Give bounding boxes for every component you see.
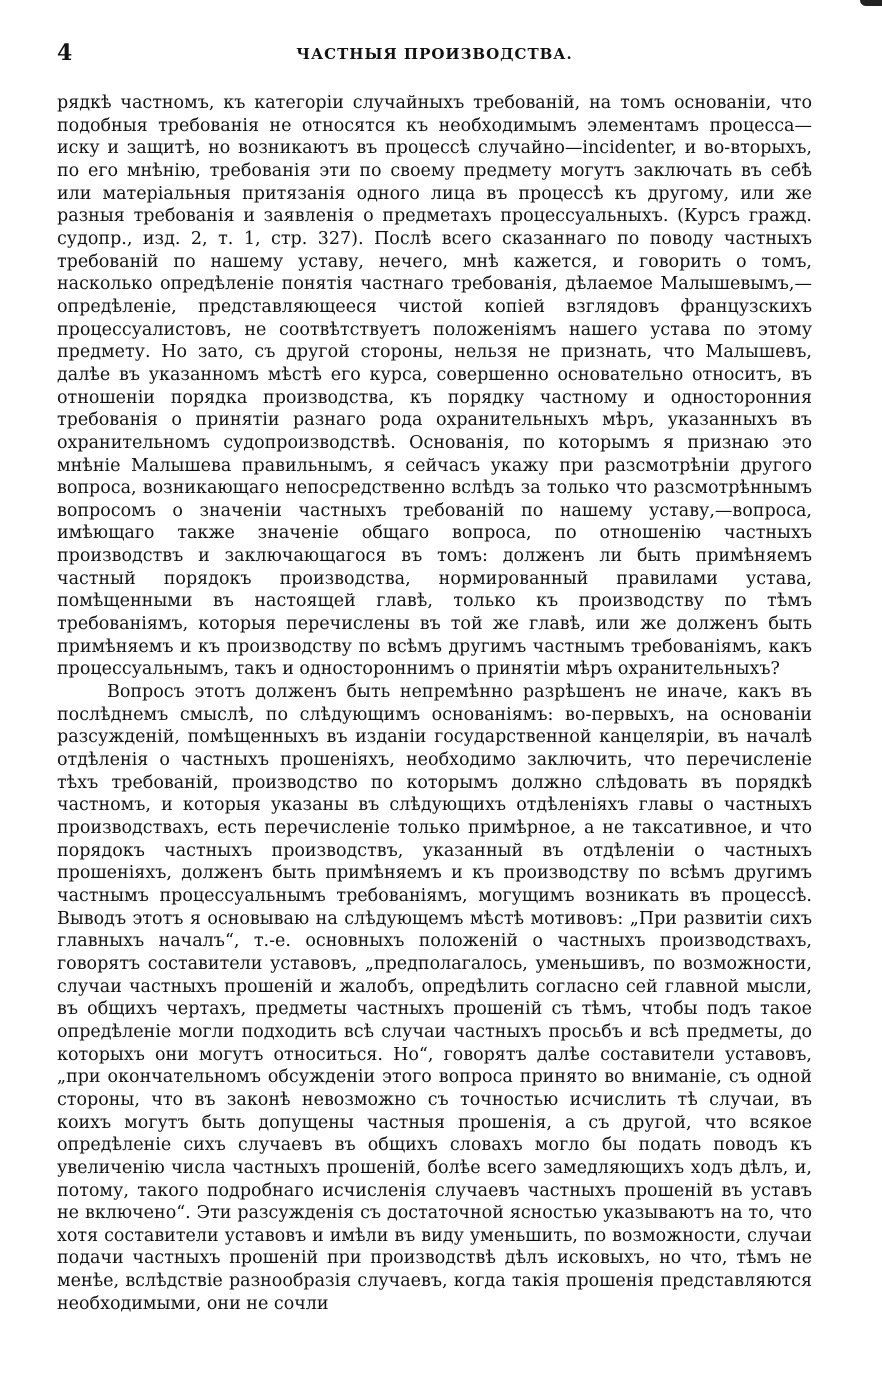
paragraph-continued: рядкѣ частномъ, къ категоріи случайныхъ требованій, на томъ основаніи, что подобныя требованія не относятся къ необходимымъ элементамъ процесса—иску и защитѣ, но возникаютъ въ процессѣ случайно—incidenter, и во-вторыхъ, по его мнѣнію, требованія эти по своему предмету могутъ заключать въ себѣ или матеріальныя притязанія одного лица въ процессѣ къ другому, или же разныя требованія и заявленія о предметахъ процессуальныхъ. (Курсъ гражд. судопр., изд. 2, т. 1, стр. 327). Послѣ всего сказаннаго по поводу частныхъ требованій по нашему уставу, нечего, мнѣ кажется, и говорить о томъ, насколько опредѣленіе понятія частнаго требованія, дѣлаемое Малышевымъ,—опредѣленіе, представляющееся чистой копіей взглядовъ французскихъ процессуалистовъ, не соотвѣтствуетъ положеніямъ нашего устава по этому предмету. Но зато, съ другой стороны, нельзя не признать, что Малышевъ, далѣе въ указанномъ мѣстѣ его курса, совершенно основательно относитъ, въ отношеніи порядка производства, къ порядку частному и односторонния требованія о принятіи разнаго рода охранительныхъ мѣръ, указанныхъ въ охранительномъ судопроизводствѣ. Основанія, по которымъ я признаю это мнѣніе Малышева правильнымъ, я сейчасъ укажу при разсмотрѣніи другого вопроса, возникающаго непосредственно вслѣдъ за только что разсмотрѣннымъ вопросомъ о значеніи частныхъ требованій по нашему уставу,—вопроса, имѣющаго также значеніе общаго вопроса, по отношенію частныхъ производствъ и заключающагося въ томъ: долженъ ли быть примѣняемъ частный порядокъ производства, нормированный правилами устава, помѣщенными въ настоящей главѣ, только къ производству по тѣмъ требованіямъ, которыя перечислены въ той же главѣ, или же долженъ быть примѣняемъ и къ производству по всѣмъ другимъ частнымъ требованіямъ, какъ процессуальнымъ, такъ и одностороннимъ о принятіи мѣръ охранительныхъ? (57, 93, 812, 680)
page-number: 4 (57, 40, 73, 66)
running-title: ЧАСТНЫЯ ПРОИЗВОДСТВА. (296, 45, 573, 63)
scan-corner-mark (860, 0, 882, 6)
body-text (57, 92, 812, 1315)
book-page (57, 40, 812, 1315)
paragraph: Вопросъ этотъ долженъ быть непремѣнно разрѣшенъ не иначе, какъ въ послѣднемъ смыслѣ, по слѣдующимъ основаніямъ: во-первыхъ, на основаніи разсужденій, помѣщенныхъ въ изданіи государственной канцеляріи, въ началѣ отдѣленія о частныхъ прошеніяхъ, необходимо заключить, что перечисленіе тѣхъ требованій, производство по которымъ должно слѣдовать въ порядкѣ частномъ, и которыя указаны въ слѣдующихъ отдѣленіяхъ главы о частныхъ производствахъ, есть перечисленіе только примѣрное, а не таксативное, и что порядокъ частныхъ производствъ, указанный въ отдѣленіи о частныхъ прошеніяхъ, долженъ быть примѣняемъ и къ производству по всѣмъ другимъ частнымъ процессуальнымъ требованіямъ, могущимъ возникать въ процессѣ. Выводъ этотъ я основываю на слѣдующемъ мѣстѣ мотивовъ: „При развитіи сихъ главныхъ началъ“, т.-е. основныхъ положеній о частныхъ производствахъ, говорятъ составители уставовъ, „предполагалось, уменьшивъ, по возможности, случаи частныхъ прошеній и жалобъ, опредѣлить согласно сей главной мысли, въ общихъ чертахъ, предметы частныхъ прошеній съ тѣмъ, чтобы подъ такое опредѣленіе могли подходить всѣ случаи частныхъ просьбъ и всѣ предметы, до которыхъ они могутъ относиться. Но“, говорятъ далѣе составители уставовъ, „при окончательномъ обсужденіи этого вопроса принято во вниманіе, съ одной стороны, что въ законѣ невозможно съ точностью исчислить тѣ случаи, въ коихъ могутъ быть допущены частныя прошенія, а съ другой, что всякое опредѣленіе сихъ случаевъ въ общихъ словахъ могло бы подать поводъ къ увеличенію числа частныхъ прошеній, болѣе всего замедляющихъ ходъ дѣлъ, и, потому, такого подробнаго исчисленія случаевъ частныхъ прошеній въ уставъ не включено“. Эти разсужденія съ достаточной ясностью указываютъ на то, что хотя составители уставовъ и имѣли въ виду уменьшить, по возможности, случаи подачи частныхъ прошеній при производствѣ дѣлъ исковыхъ, но что, тѣмъ не менѣе, вслѣдствіе разнообразія случаевъ, когда такія прошенія представляются необходимыми, они не сочли (57, 682, 812, 1314)
running-head (57, 40, 812, 76)
